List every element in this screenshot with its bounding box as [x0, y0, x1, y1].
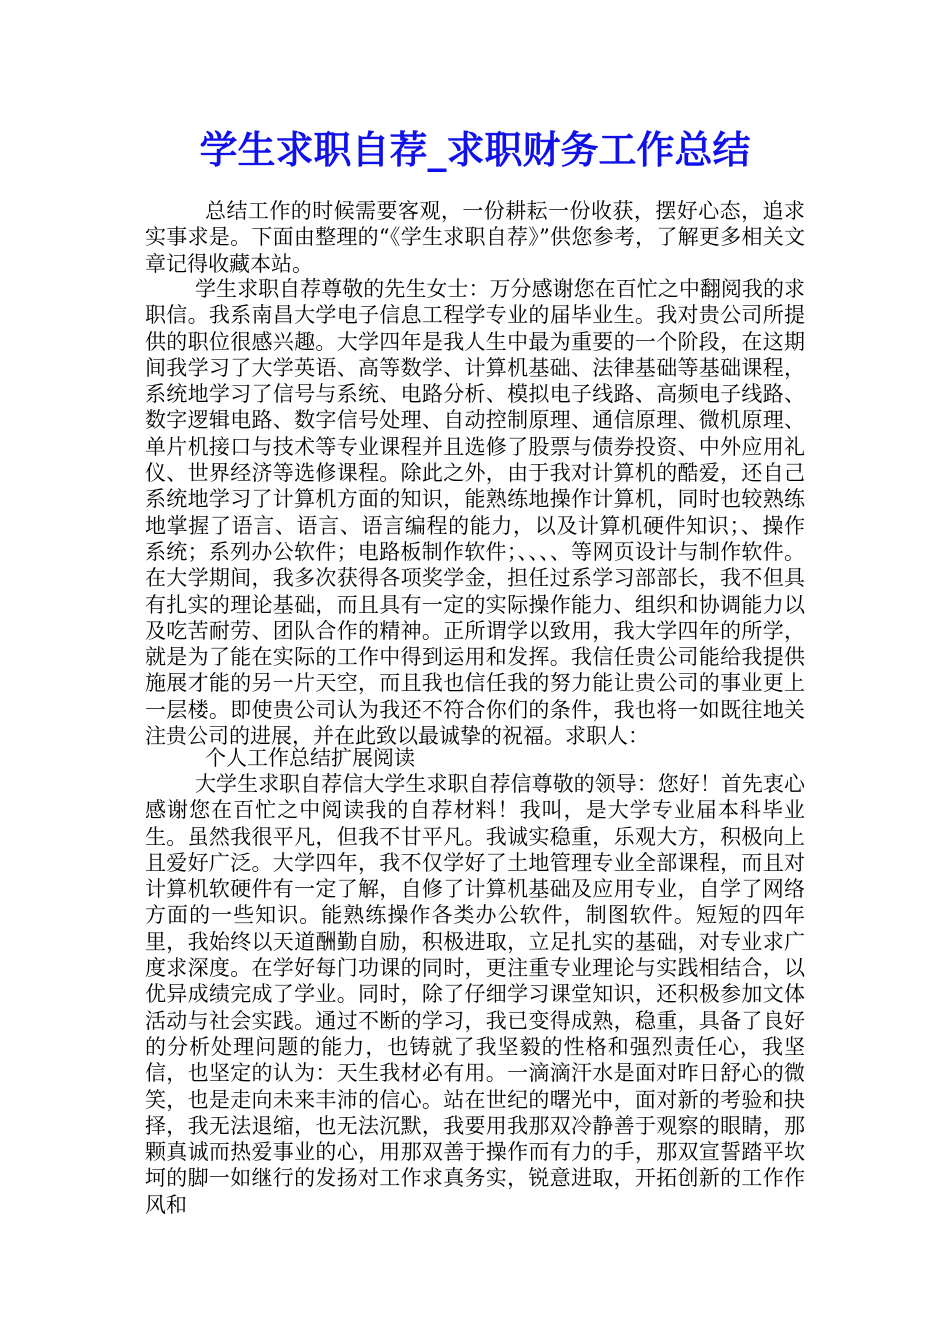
- document-title: 学生求职自荐_求职财务工作总结: [199, 128, 751, 172]
- intro-paragraph: 总结工作的时候需要客观，一份耕耘一份收获，摆好心态，追求实事求是。下面由整理的“《学生求职自荐》”供您参考，了解更多相关文章记得收藏本站。: [145, 199, 805, 276]
- second-letter-paragraph: 大学生求职自荐信大学生求职自荐信尊敬的领导：您好！首先衷心感谢您在百忙之中阅读我的自荐材料！我叫，是大学专业届本科毕业生。虽然我很平凡，但我不甘平凡。我诚实稳重，乐观大方，积极向上且爱好广泛。大学四年，我不仅学好了土地管理专业全部课程，而且对计算机软硬件有一定了解，自修了计算机基础及应用专业，自学了网络方面的一些知识。能熟练操作各类办公软件，制图软件。短短的四年里，我始终以天道酬勤自励，积极进取，立足扎实的基础，对专业求广度求深度。在学好每门功课的同时，更注重专业理论与实践相结合，以优异成绩完成了学业。同时，除了仔细学习课堂知识，还积极参加文体活动与社会实践。通过不断的学习，我已变得成熟，稳重，具备了良好的分析处理问题的能力，也铸就了我坚毅的性格和强烈责任心，我坚信，也坚定的认为：天生我材必有用。一滴滴汗水是面对昨日舒心的微笑，也是走向未来丰沛的信心。站在世纪的曙光中，面对新的考验和抉择，我无法退缩，也无法沉默，我要用我那双冷静善于观察的眼睛，那颗真诚而热爱事业的心，用那双善于操作而有力的手，那双宣誓踏平坎坷的脚一如继行的发扬对工作求真务实，锐意进取，开拓创新的工作作风和: [145, 772, 805, 1217]
- extension-reading-heading: 个人工作总结扩展阅读: [205, 746, 415, 770]
- cover-letter-paragraph: 学生求职自荐尊敬的先生女士：万分感谢您在百忙之中翻阅我的求职信。我系南昌大学电子信息工程学专业的届毕业生。我对贵公司所提供的职位很感兴趣。大学四年是我人生中最为重要的一个阶段，在这期间我学习了大学英语、高等数学、计算机基础、法律基础等基础课程，系统地学习了信号与系统、电路分析、模拟电子线路、高频电子线路、数字逻辑电路、数字信号处理、自动控制原理、通信原理、微机原理、单片机接口与技术等专业课程并且选修了股票与债券投资、中外应用礼仪、世界经济等选修课程。除此之外，由于我对计算机的酷爱，还自己系统地学习了计算机方面的知识，能熟练地操作计算机，同时也较熟练地掌握了语言、语言、语言编程的能力，以及计算机硬件知识；、操作系统；系列办公软件；电路板制作软件；、、、、等网页设计与制作软件。在大学期间，我多次获得各项奖学金，担任过系学习部部长，我不但具有扎实的理论基础，而且具有一定的实际操作能力、组织和协调能力以及吃苦耐劳、团队合作的精神。正所谓学以致用，我大学四年的所学，就是为了能在实际的工作中得到运用和发挥。我信任贵公司能给我提供施展才能的另一片天空，而且我也信任我的努力能让贵公司的事业更上一层楼。即使贵公司认为我还不符合你们的条件，我也将一如既往地关注贵公司的进展，并在此致以最诚挚的祝福。求职人：: [145, 277, 805, 749]
